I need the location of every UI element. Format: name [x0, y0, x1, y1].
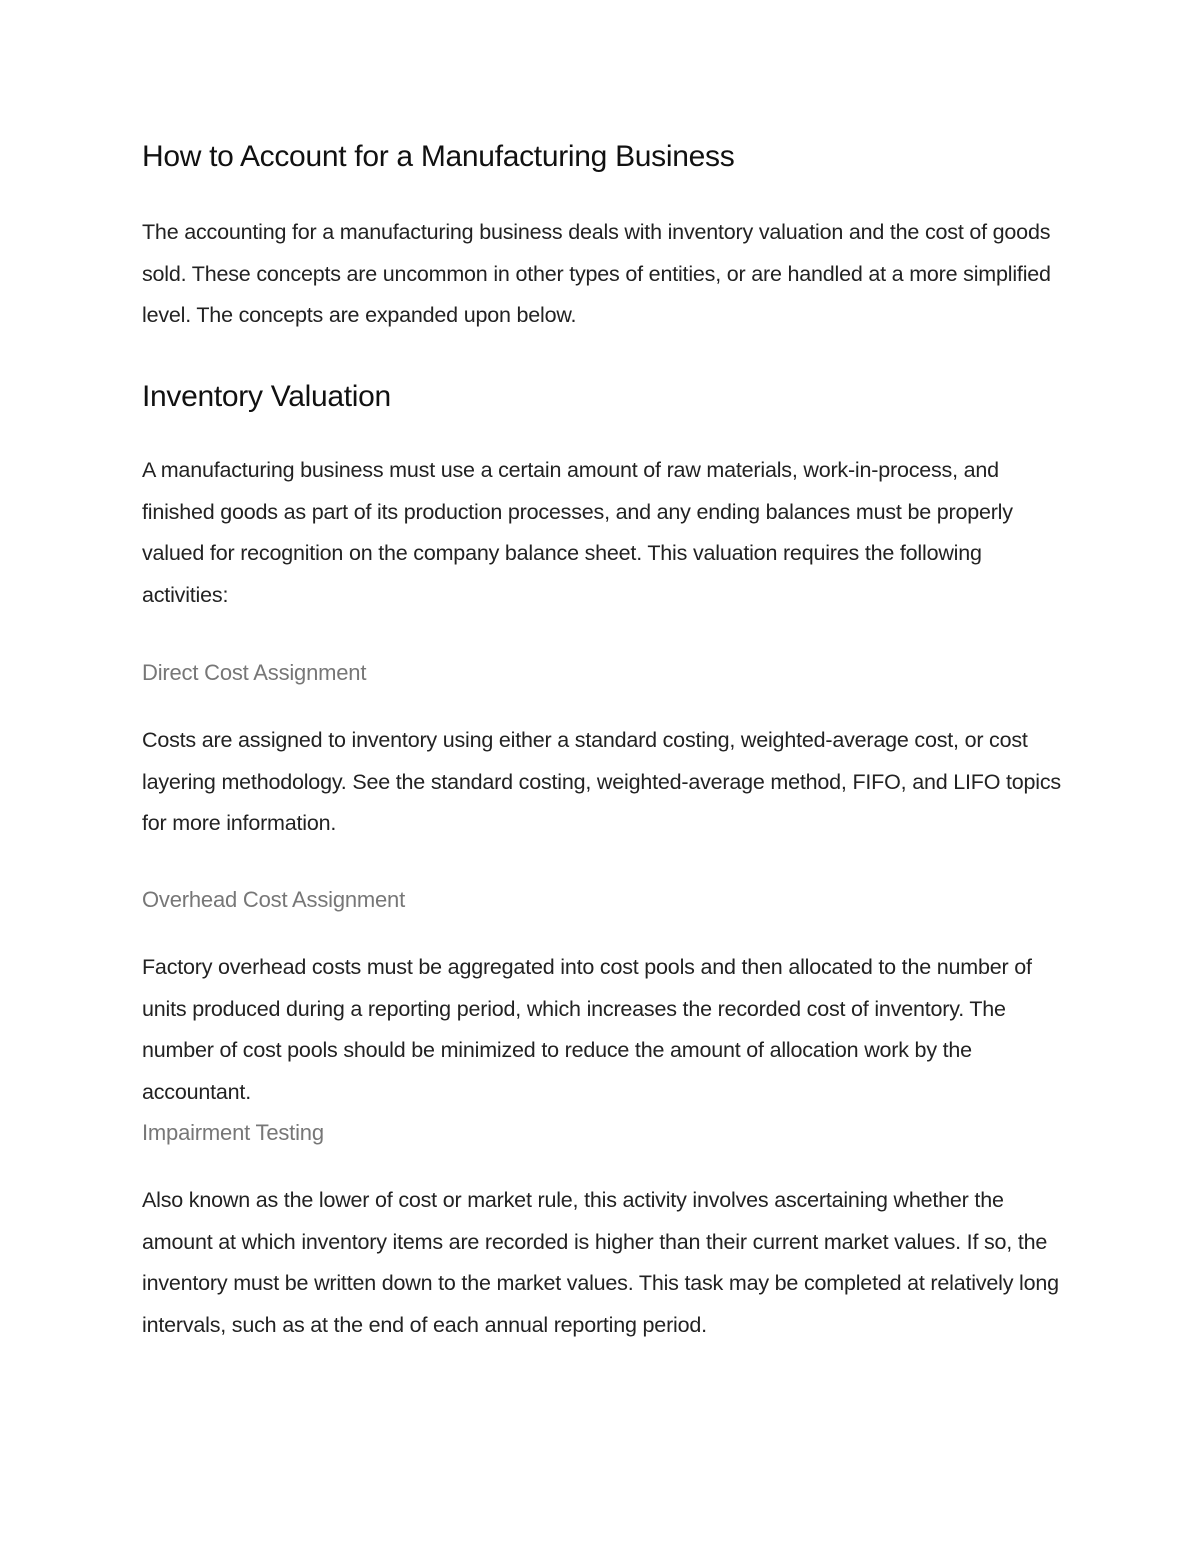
subheading-overhead-cost-assignment: Overhead Cost Assignment: [142, 887, 406, 912]
overhead-cost-paragraph: Factory overhead costs must be aggregated into cost pools and then allocated to the number of units produced during a reporting period, which increases the recorded cost of inventory. The number of cost pools should be minimized to reduce the amount of allocation work by the accountant.: [142, 955, 1032, 1104]
inventory-valuation-paragraph: A manufacturing business must use a certain amount of raw materials, work-in-process, and finished goods as part of its production processes, and any ending balances must be properly valued for recognition on the company balance sheet. This valuation requires the following activities:: [142, 458, 1013, 607]
document-title: How to Account for a Manufacturing Business: [142, 140, 735, 173]
section-heading-inventory-valuation: Inventory Valuation: [142, 380, 391, 413]
subheading-impairment-testing: Impairment Testing: [142, 1120, 324, 1145]
intro-paragraph: The accounting for a manufacturing business deals with inventory valuation and the cost of goods sold. These concepts are uncommon in other types of entities, or are handled at a more simplified level. The concepts are expanded upon below.: [142, 220, 1051, 327]
impairment-testing-paragraph: Also known as the lower of cost or market rule, this activity involves ascertaining whether the amount at which inventory items are recorded is higher than their current market values. If so, the inventory must be written down to the market values. This task may be completed at relatively long intervals, such as at the end of each annual reporting period.: [142, 1188, 1059, 1337]
subheading-direct-cost-assignment: Direct Cost Assignment: [142, 660, 367, 685]
direct-cost-paragraph: Costs are assigned to inventory using either a standard costing, weighted-average cost, or cost layering methodology. See the standard costing, weighted-average method, FIFO, and LIFO topics for more information.: [142, 728, 1061, 835]
